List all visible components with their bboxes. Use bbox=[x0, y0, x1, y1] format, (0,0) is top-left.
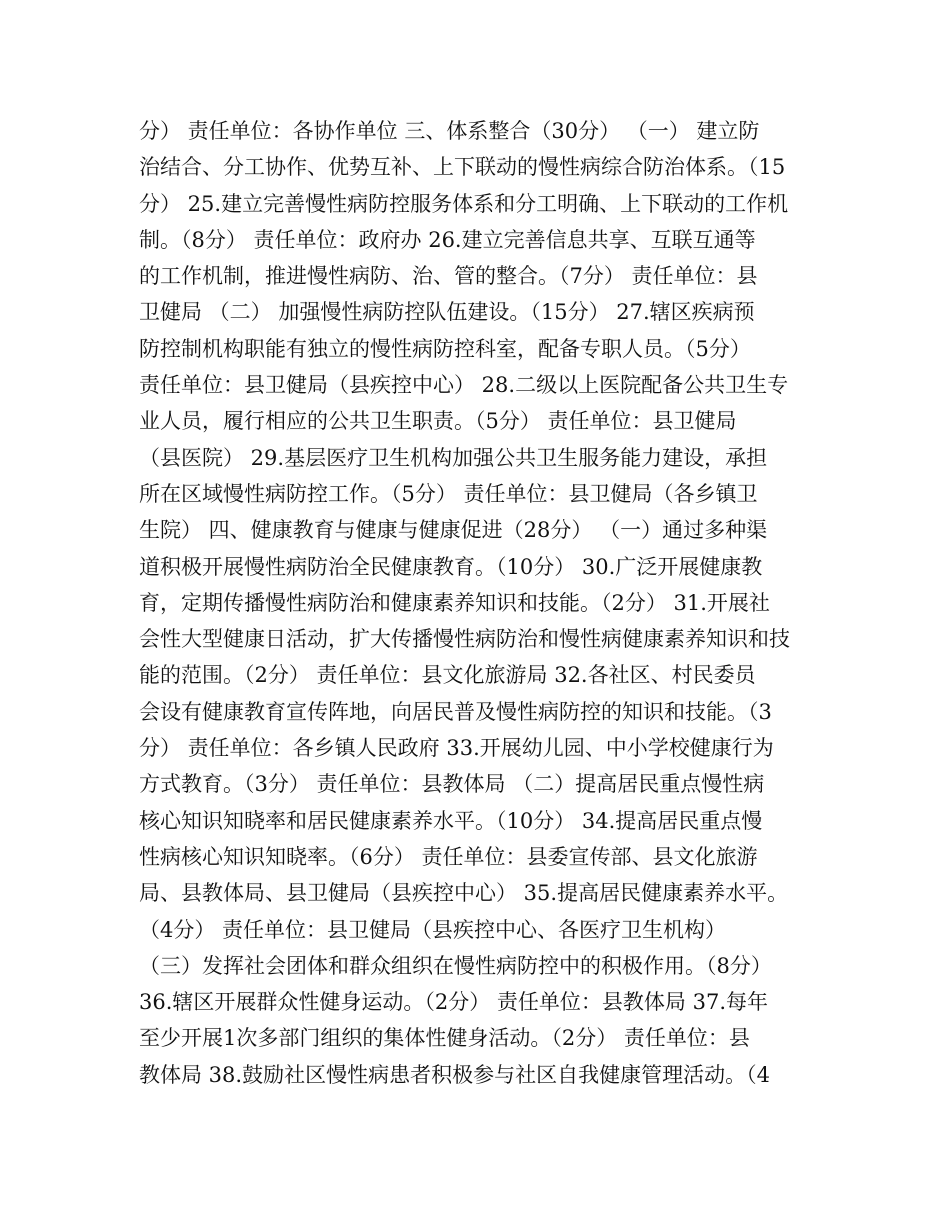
text-line: 分） 责任单位：各协作单位 三、体系整合（30分） （一） 建立防 bbox=[139, 119, 760, 143]
text-line: 育，定期传播慢性病防治和健康素养知识和技能。（2分） 31.开展社 bbox=[139, 590, 770, 615]
body-text bbox=[139, 113, 819, 1093]
text-line: （4分） 责任单位：县卫健局（县疾控中心、各医疗卫生机构） bbox=[139, 917, 727, 942]
text-line: 业人员，履行相应的公共卫生职责。（5分） 责任单位：县卫健局 bbox=[139, 409, 737, 434]
text-line: 教体局 38.鼓励社区慢性病患者积极参与社区自我健康管理活动。（4 bbox=[139, 1062, 770, 1087]
text-line: 性病核心知识知晓率。（6分） 责任单位：县委宣传部、县文化旅游 bbox=[139, 844, 758, 869]
text-line: 能的范围。（2分） 责任单位：县文化旅游局 32.各社区、村民委员 bbox=[139, 663, 756, 688]
text-line: 局、县教体局、县卫健局（县疾控中心） 35.提高居民健康素养水平。 bbox=[139, 881, 789, 906]
text-line: 至少开展1次多部门组织的集体性健身活动。（2分） 责任单位：县 bbox=[139, 1026, 750, 1051]
text-line: 制。（8分） 责任单位：政府办 26.建立完善信息共享、互联互通等 bbox=[139, 227, 756, 252]
text-line: 核心知识知晓率和居民健康素养水平。（10分） 34.提高居民重点慢 bbox=[139, 808, 763, 833]
text-line: 治结合、分工协作、优势互补、上下联动的慢性病综合防治体系。（15 bbox=[139, 155, 786, 180]
text-line: 会设有健康教育宣传阵地，向居民普及慢性病防控的知识和技能。（3 bbox=[139, 699, 772, 724]
text-line: 防控制机构职能有独立的慢性病防控科室，配备专职人员。（5分） bbox=[139, 336, 751, 361]
text-line: 分） 责任单位：各乡镇人民政府 33.开展幼儿园、中小学校健康行为 bbox=[139, 736, 774, 761]
text-line: 卫健局 （二） 加强慢性病防控队伍建设。（15分） 27.辖区疾病预 bbox=[139, 300, 755, 325]
text-line: （县医院） 29.基层医疗卫生机构加强公共卫生服务能力建设，承担 bbox=[139, 445, 768, 470]
text-line: 36.辖区开展群众性健身运动。（2分） 责任单位：县教体局 37.每年 bbox=[139, 990, 769, 1015]
text-line: 会性大型健康日活动，扩大传播慢性病防治和慢性病健康素养知识和技 bbox=[139, 627, 790, 652]
text-line: 的工作机制，推进慢性病防、治、管的整合。（7分） 责任单位：县 bbox=[139, 264, 758, 289]
text-line: 道积极开展慢性病防治全民健康教育。（10分） 30.广泛开展健康教 bbox=[139, 554, 763, 579]
text-line: 生院） 四、健康教育与健康与健康促进（28分） （一）通过多种渠 bbox=[139, 518, 768, 543]
text-line: 所在区域慢性病防控工作。（5分） 责任单位：县卫健局（各乡镇卫 bbox=[139, 481, 758, 506]
text-line: （三）发挥社会团体和群众组织在慢性病防控中的积极作用。（8分） bbox=[139, 953, 772, 978]
text-line: 责任单位：县卫健局（县疾控中心） 28.二级以上医院配备公共卫生专 bbox=[139, 373, 789, 398]
text-line: 方式教育。（3分） 责任单位：县教体局 （二）提高居民重点慢性病 bbox=[139, 772, 765, 797]
text-line: 分） 25.建立完善慢性病防控服务体系和分工明确、上下联动的工作机 bbox=[139, 191, 789, 216]
